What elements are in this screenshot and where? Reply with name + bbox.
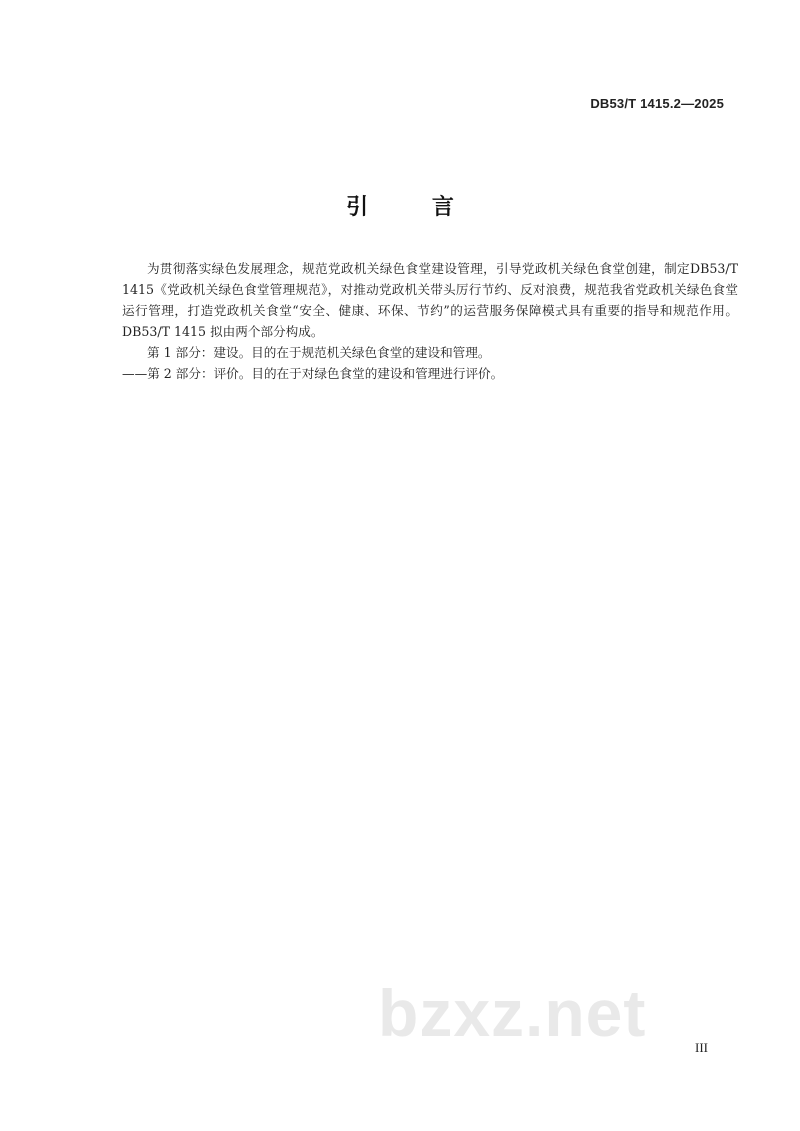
page-number: III: [695, 1040, 708, 1055]
watermark-text: bzxz.net: [378, 976, 647, 1050]
standard-code: DB53/T 1415.2—2025: [590, 96, 724, 111]
part-1-item: 第 1 部分：建设。目的在于规范机关绿色食堂的建设和管理。: [147, 345, 491, 360]
introduction-paragraph: 为贯彻落实绿色发展理念，规范党政机关绿色食堂建设管理，引导党政机关绿色食堂创建，制定DB53/T 1415《党政机关绿色食堂管理规范》，对推动党政机关带头厉行节约、反对浪费，规范我省党政机关绿色食堂运行管理，打造党政机关食堂“安全、健康、环保、节约”的运营服务保障模式具有重要的指导和规范作用。DB53/T 1415 拟由两个部分构成。: [122, 261, 738, 339]
section-title: 引 言: [346, 195, 482, 220]
part-2-item: ——第 2 部分：评价。目的在于对绿色食堂的建设和管理进行评价。: [122, 366, 504, 381]
introduction-body: [122, 258, 738, 384]
